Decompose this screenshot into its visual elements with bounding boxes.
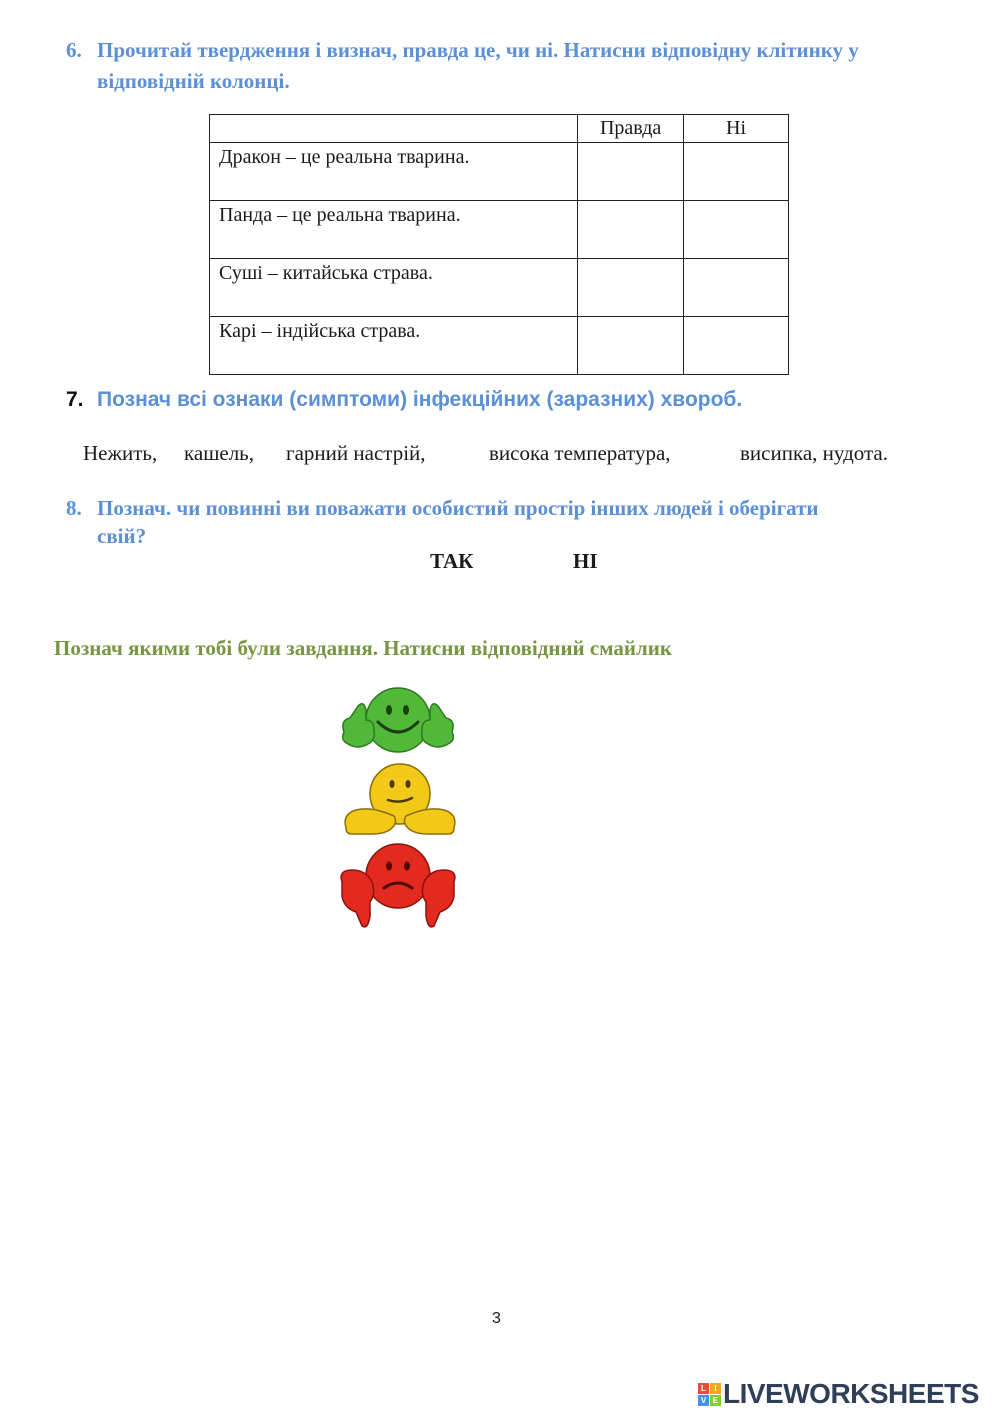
statement-cell: Карі – індійська страва. (210, 317, 578, 375)
q8-line2: свій? (97, 524, 147, 548)
true-answer-cell[interactable] (578, 143, 684, 201)
green-happy-icon[interactable] (336, 684, 460, 764)
table-row (210, 201, 789, 259)
q6-line1: Прочитай твердження і визнач, правда це, чи ні. Натисни відповідну клітинку у (97, 38, 859, 62)
no-answer-cell[interactable] (684, 317, 789, 375)
table-row (210, 259, 789, 317)
red-sad-icon[interactable] (336, 842, 460, 934)
statement-cell: Суші – китайська страва. (210, 259, 578, 317)
statement-cell: Панда – це реальна тварина. (210, 201, 578, 259)
symptom-option[interactable]: гарний настрій, (286, 441, 426, 465)
q7-text: Познач всі ознаки (симптоми) інфекційних (заразних) хвороб. (97, 388, 743, 411)
page-number: 3 (492, 1310, 501, 1327)
symptom-option[interactable]: Нежить, (83, 441, 158, 465)
liveworksheets-logo (698, 1378, 979, 1410)
symptom-option[interactable]: висипка, нудота. (740, 441, 888, 465)
q6-line2: відповідній колонці. (97, 69, 290, 93)
statement-cell: Дракон – це реальна тварина. (210, 143, 578, 201)
header-blank-cell (210, 115, 578, 143)
q8-number: 8. (66, 496, 82, 520)
true-false-table (209, 114, 789, 375)
no-answer-cell[interactable] (684, 259, 789, 317)
yes-option[interactable]: ТАК (430, 549, 474, 573)
table-header-row (210, 115, 789, 143)
table-row (210, 143, 789, 201)
no-answer-cell[interactable] (684, 201, 789, 259)
feedback-prompt: Познач якими тобі були завдання. Натисни відповідний смайлик (54, 636, 672, 660)
true-answer-cell[interactable] (578, 317, 684, 375)
header-true-cell: Правда (578, 115, 684, 143)
symptom-option[interactable]: кашель, (184, 441, 255, 465)
no-answer-cell[interactable] (684, 143, 789, 201)
table-row (210, 317, 789, 375)
q6-number: 6. (66, 38, 82, 62)
yellow-neutral-icon[interactable] (342, 762, 458, 842)
q7-number: 7. (66, 388, 84, 411)
no-option[interactable]: НІ (573, 549, 598, 573)
brand-name: LIVEWORKSHEETS (723, 1378, 979, 1409)
true-answer-cell[interactable] (578, 259, 684, 317)
header-no-cell: Ні (684, 115, 789, 143)
symptom-option[interactable]: висока температура, (489, 441, 671, 465)
liveworksheets-logo-icon: L I V E (698, 1383, 721, 1406)
true-answer-cell[interactable] (578, 201, 684, 259)
q8-line1: Познач. чи повинні ви поважати особистий простір інших людей і оберігати (97, 496, 819, 520)
